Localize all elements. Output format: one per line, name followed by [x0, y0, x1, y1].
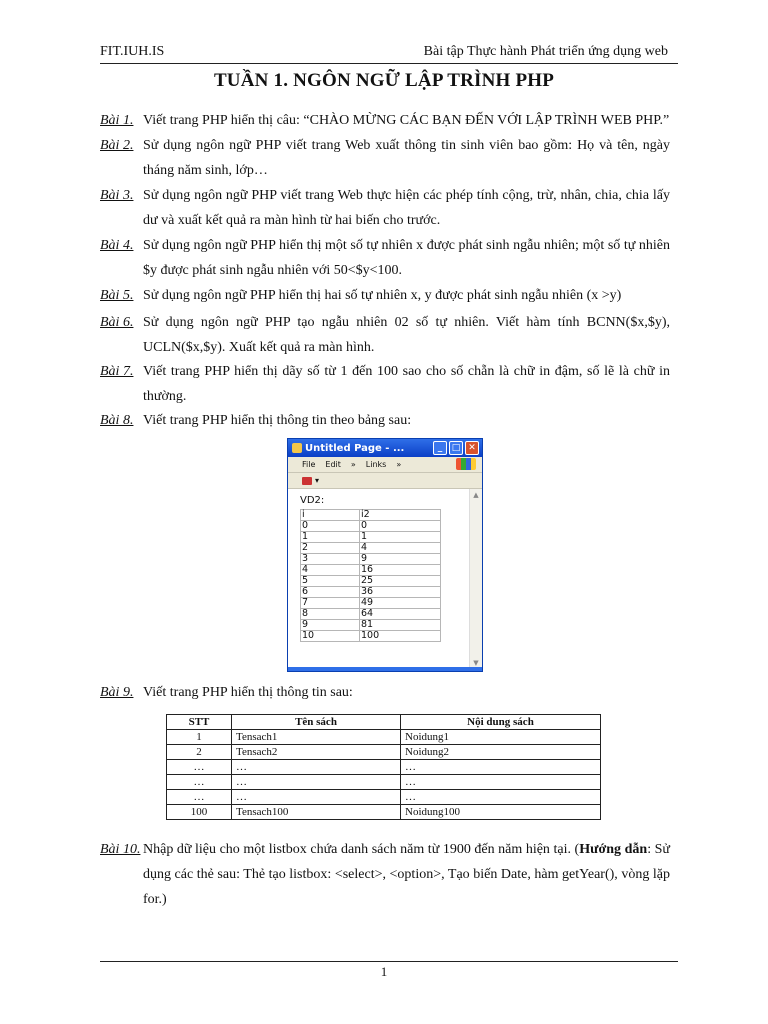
header-right: Bài tập Thực hành Phát triển ứng dụng web — [423, 44, 668, 59]
cell-stt: … — [167, 790, 232, 805]
cell-stt: 1 — [167, 730, 232, 745]
browser-window-image — [287, 438, 483, 672]
cell-i: 2 — [301, 543, 360, 554]
squares-table — [300, 509, 441, 642]
windows-logo-icon — [456, 458, 476, 470]
browser-title-bar — [288, 439, 482, 457]
cell-i: i — [301, 510, 360, 521]
squares-row — [301, 631, 441, 642]
table-row — [167, 730, 601, 745]
squares-row — [301, 576, 441, 587]
header-left: FIT.IUH.IS — [100, 44, 165, 59]
cell-book-content: … — [401, 775, 601, 790]
page-number: 1 — [380, 964, 388, 979]
cell-i: 4 — [301, 565, 360, 576]
cell-stt: … — [167, 760, 232, 775]
exercise-label: Bài 8. — [100, 413, 134, 428]
cell-square: 49 — [360, 598, 441, 609]
cell-i: 8 — [301, 609, 360, 620]
exercise-label: Bài 2. — [100, 138, 134, 153]
cell-book-content: … — [401, 790, 601, 805]
exercise-5 — [100, 283, 670, 308]
maximize-icon: □ — [449, 441, 463, 455]
footer-rule — [100, 961, 678, 962]
column-header: Tên sách — [232, 715, 401, 730]
exercise-10 — [100, 837, 670, 912]
squares-row — [301, 510, 441, 521]
cell-i: 5 — [301, 576, 360, 587]
exercise-text-pre: Nhập dữ liệu cho một listbox chứa danh sách năm từ 1900 đến năm hiện tại. ( — [143, 842, 580, 857]
exercise-label: Bài 6. — [100, 315, 134, 330]
exercise-text: Sử dụng ngôn ngữ PHP hiển thị một số tự nhiên x được phát sinh ngẫu nhiên; một số tự nhiên $y được phát sinh ngẫu nhiên với 50<$y<100. — [143, 238, 670, 278]
menu-edit: Edit — [325, 460, 341, 469]
exercise-text: Viết trang PHP hiển thị thông tin theo bảng sau: — [143, 413, 412, 428]
cell-book-name: … — [232, 760, 401, 775]
cell-book-content: Noidung100 — [401, 805, 601, 820]
squares-row — [301, 620, 441, 631]
cell-book-content: Noidung2 — [401, 745, 601, 760]
browser-toolbar — [288, 473, 482, 489]
exercise-label: Bài 10. — [100, 842, 141, 857]
exercise-label: Bài 1. — [100, 113, 134, 128]
cell-square: 100 — [360, 631, 441, 642]
exercise-text: Sử dụng ngôn ngữ PHP viết trang Web xuất thông tin sinh viên bao gồm: Họ và tên, ngày tháng năm sinh, lớp… — [143, 138, 670, 178]
exercise-2 — [100, 133, 670, 183]
menu-links: Links — [365, 460, 387, 469]
exercise-text: Viết trang PHP hiển thị dãy số từ 1 đến 100 sao cho số chẵn là chữ in đậm, số lẽ là chữ in thường. — [143, 364, 670, 404]
book-table-header — [167, 715, 601, 730]
cell-square: 36 — [360, 587, 441, 598]
cell-square: 81 — [360, 620, 441, 631]
cell-book-name: Tensach100 — [232, 805, 401, 820]
table-row — [167, 775, 601, 790]
cell-square: 25 — [360, 576, 441, 587]
exercise-text: Viết trang PHP hiển thị câu: “CHÀO MỪNG CÁC BẠN ĐẾN VỚI LẬP TRÌNH WEB PHP.” — [143, 113, 670, 128]
scroll-down-icon: ▼ — [473, 659, 479, 667]
cell-stt: 2 — [167, 745, 232, 760]
menu-file: File — [302, 460, 316, 469]
cell-i: 9 — [301, 620, 360, 631]
content-label: VD2: — [300, 495, 325, 506]
browser-menu-bar — [288, 457, 482, 473]
menu-chevron: » — [350, 460, 356, 469]
cell-book-name: … — [232, 790, 401, 805]
exercise-9 — [100, 680, 670, 705]
cell-i: 1 — [301, 532, 360, 543]
cell-square: 64 — [360, 609, 441, 620]
exercise-label: Bài 3. — [100, 188, 134, 203]
squares-row — [301, 587, 441, 598]
print-icon — [302, 477, 312, 485]
cell-i: 0 — [301, 521, 360, 532]
menu-chevron-2: » — [396, 460, 402, 469]
cell-square: 16 — [360, 565, 441, 576]
cell-square: i2 — [360, 510, 441, 521]
table-row — [167, 790, 601, 805]
exercise-text-post: : Sử dụng các thẻ sau: Thẻ tạo listbox: <select>, <option>, Tạo biến Date, hàm getYear(), vòng lặp for.) — [143, 842, 671, 907]
minimize-icon: _ — [433, 441, 447, 455]
table-row — [167, 760, 601, 775]
cell-i: 3 — [301, 554, 360, 565]
column-header: Nội dung sách — [401, 715, 601, 730]
squares-row — [301, 565, 441, 576]
table-row — [167, 745, 601, 760]
exercise-4 — [100, 233, 670, 283]
book-table — [166, 714, 601, 820]
exercise-text: Sử dụng ngôn ngữ PHP viết trang Web thực hiện các phép tính cộng, trừ, nhân, chia, chia lấy dư và xuất kết quả ra màn hình từ hai biến cho trước. — [143, 188, 670, 228]
close-icon: ✕ — [465, 441, 479, 455]
exercise-label: Bài 4. — [100, 238, 134, 253]
squares-row — [301, 598, 441, 609]
table-row — [167, 805, 601, 820]
cell-square: 0 — [360, 521, 441, 532]
cell-book-content: … — [401, 760, 601, 775]
cell-stt: … — [167, 775, 232, 790]
dropdown-arrow-icon: ▾ — [315, 476, 320, 485]
exercise-text: Sử dụng ngôn ngữ PHP tạo ngẫu nhiên 02 số tự nhiên. Viết hàm tính BCNN($x,$y), UCLN($x,$y). Xuất kết quả ra màn hình. — [143, 315, 670, 355]
cell-book-name: … — [232, 775, 401, 790]
squares-row — [301, 532, 441, 543]
exercise-text — [143, 837, 670, 912]
cell-square: 9 — [360, 554, 441, 565]
exercise-8 — [100, 408, 670, 433]
cell-i: 7 — [301, 598, 360, 609]
exercise-label: Bài 9. — [100, 685, 134, 700]
squares-row — [301, 521, 441, 532]
exercise-1 — [100, 108, 670, 133]
squares-row — [301, 609, 441, 620]
browser-status-bar — [288, 667, 482, 671]
page-header — [100, 44, 668, 60]
cell-i: 10 — [301, 631, 360, 642]
window-controls — [433, 441, 479, 455]
browser-scrollbar — [469, 489, 482, 671]
exercise-6 — [100, 310, 670, 360]
page-title: TUẦN 1. NGÔN NGỮ LẬP TRÌNH PHP — [213, 70, 555, 91]
exercise-text: Sử dụng ngôn ngữ PHP hiển thị hai số tự nhiên x, y được phát sinh ngẫu nhiên (x >y) — [143, 288, 622, 303]
browser-title: Untitled Page - ... — [305, 442, 405, 454]
cell-book-name: Tensach2 — [232, 745, 401, 760]
exercise-text-bold: Hướng dẫn — [579, 842, 648, 857]
browser-page-icon — [292, 443, 302, 453]
cell-book-name: Tensach1 — [232, 730, 401, 745]
cell-stt: 100 — [167, 805, 232, 820]
cell-book-content: Noidung1 — [401, 730, 601, 745]
exercise-3 — [100, 183, 670, 233]
exercise-7 — [100, 359, 670, 409]
exercise-label: Bài 5. — [100, 288, 134, 303]
browser-content — [288, 489, 482, 671]
squares-row — [301, 543, 441, 554]
cell-square: 1 — [360, 532, 441, 543]
squares-row — [301, 554, 441, 565]
cell-square: 4 — [360, 543, 441, 554]
column-header: STT — [167, 715, 232, 730]
cell-i: 6 — [301, 587, 360, 598]
exercise-text: Viết trang PHP hiển thị thông tin sau: — [143, 685, 353, 700]
exercise-label: Bài 7. — [100, 364, 134, 379]
scroll-up-icon: ▲ — [473, 491, 479, 499]
header-rule — [100, 63, 678, 64]
